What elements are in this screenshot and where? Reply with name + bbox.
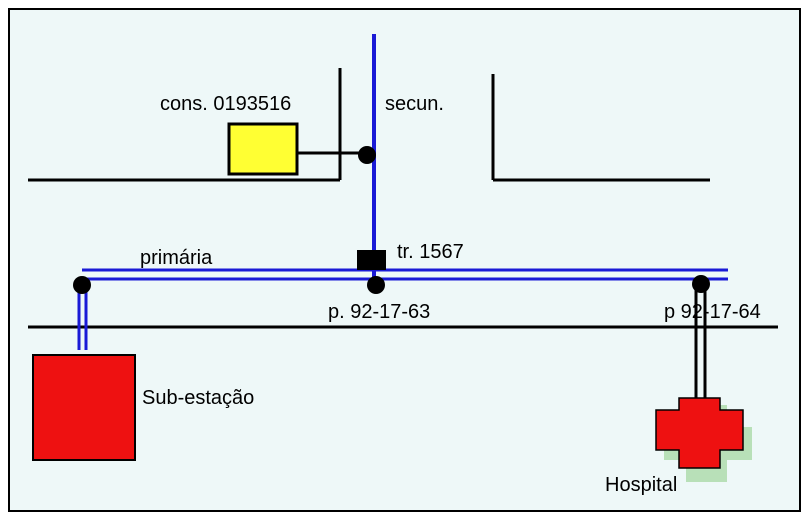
pole-1-node [367,276,385,294]
primary-label: primária [140,247,213,269]
pole-2-node [692,275,710,293]
secondary-label: secun. [385,93,444,115]
pole-1-label: p. 92-17-63 [328,301,431,323]
consumer-label: cons. 0193516 [160,93,292,115]
substation-label: Sub-estação [142,387,255,409]
transformer-label: tr. 1567 [397,241,464,263]
consumer-box [229,124,297,174]
substation-node [73,276,91,294]
transformer-box [357,250,386,270]
consumer-node [358,146,376,164]
pole-2-label: p 92-17-64 [664,301,761,323]
hospital-label: Hospital [605,474,678,496]
substation-box [33,355,135,460]
primary-line [82,270,728,279]
